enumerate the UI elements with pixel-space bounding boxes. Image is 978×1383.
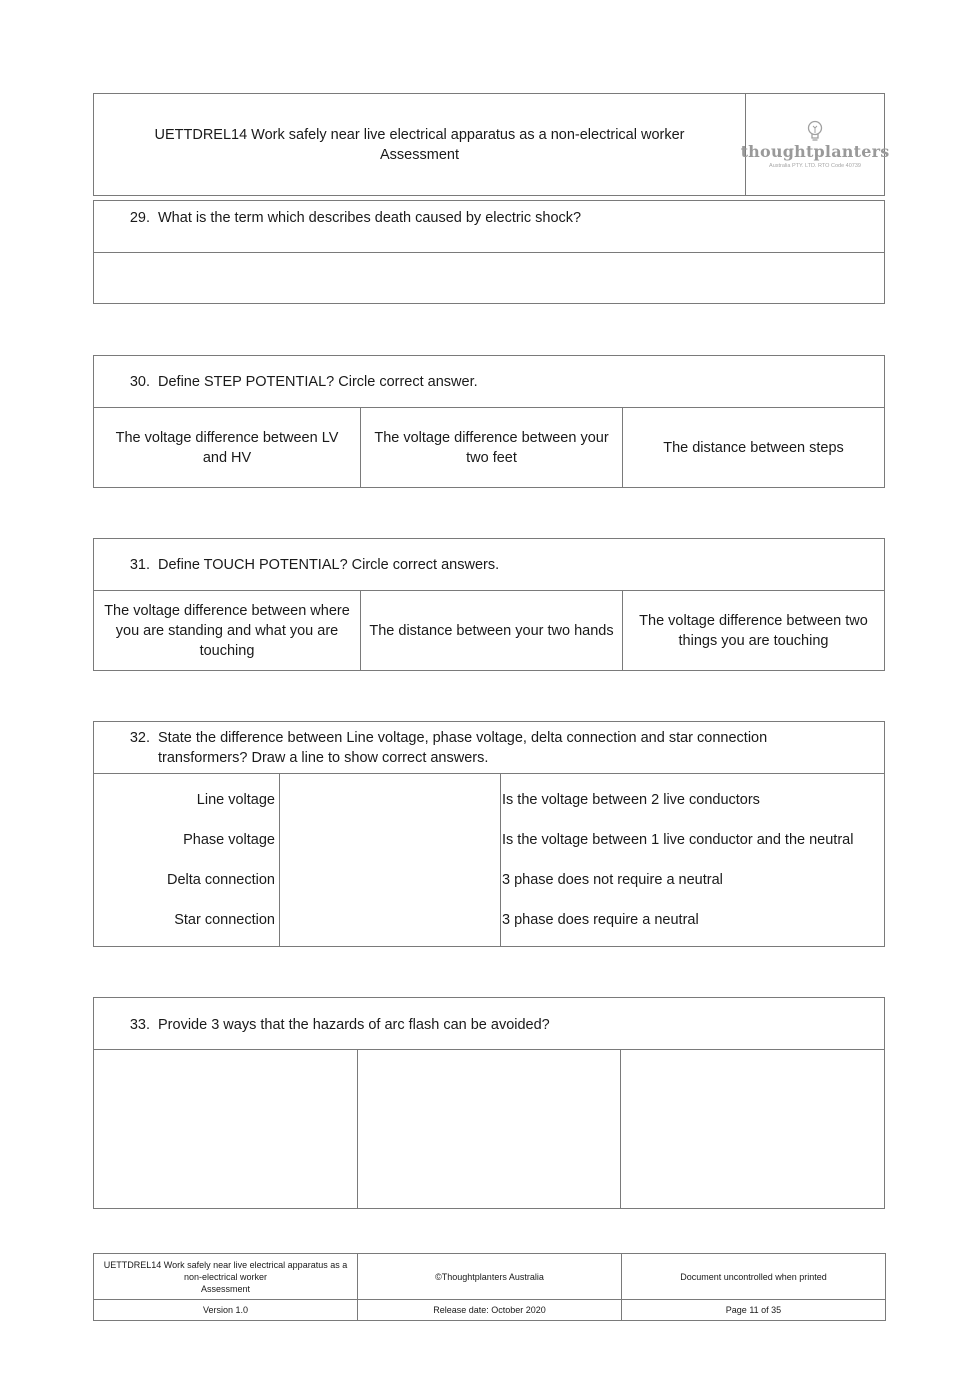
q32-right-item[interactable]: Is the voltage between 1 live conductor and the neutral <box>502 832 854 848</box>
q30-option-3[interactable]: The distance between steps <box>663 439 844 456</box>
q32-number: 32. <box>129 730 150 746</box>
footer-document-title: UETTDREL14 Work safely near live electrical apparatus as a non-electrical worker Assessment <box>103 1259 348 1294</box>
q31-option-1[interactable]: The voltage difference between where you are standing and what you are touching <box>104 602 350 659</box>
q32-right-item[interactable]: Is the voltage between 2 live conductors <box>502 792 760 808</box>
q31-text: Define TOUCH POTENTIAL? Circle correct answers. <box>158 557 500 573</box>
q29-text: What is the term which describes death caused by electric shock? <box>158 210 582 226</box>
thoughtplanters-logo <box>740 94 890 195</box>
q32-line-drawing-area[interactable] <box>280 774 500 946</box>
q29-question <box>120 208 581 228</box>
footer-copyright: ©Thoughtplanters Australia <box>435 1271 544 1282</box>
q32-left-item[interactable]: Line voltage <box>196 792 275 808</box>
q31-question <box>120 555 499 575</box>
q33-answer-3[interactable] <box>621 1050 884 1208</box>
document-title <box>94 94 745 195</box>
q32-left-item[interactable]: Delta connection <box>166 872 275 888</box>
q33-answer-1[interactable] <box>94 1050 357 1208</box>
q31-option-2[interactable]: The distance between your two hands <box>369 622 614 639</box>
lightbulb-icon <box>806 120 824 142</box>
footer-page-number: Page 11 of 35 <box>725 1305 782 1315</box>
q30-text: Define STEP POTENTIAL? Circle correct answer. <box>158 374 478 390</box>
q31-number: 31. <box>129 557 150 573</box>
title-line-1: UETTDREL14 Work safely near live electrical apparatus as a non-electrical worker <box>154 126 685 143</box>
q33-answer-2[interactable] <box>358 1050 620 1208</box>
q32-left-column <box>94 774 275 946</box>
q32-text-line-1: State the difference between Line voltage, phase voltage, delta connection and star connection <box>158 730 768 746</box>
footer-version: Version 1.0 <box>202 1305 249 1315</box>
q32-question <box>120 728 767 768</box>
q30-option-2[interactable]: The voltage difference between your two feet <box>374 429 609 466</box>
q31-option-3[interactable]: The voltage difference between two things you are touching <box>639 612 868 649</box>
q33-text: Provide 3 ways that the hazards of arc flash can be avoided? <box>158 1017 550 1033</box>
title-line-2: Assessment <box>380 146 459 163</box>
q30-number: 30. <box>129 374 150 390</box>
q32-left-item[interactable]: Star connection <box>174 912 275 928</box>
q30-option-1[interactable]: The voltage difference between LV and HV <box>115 429 339 466</box>
q32-right-item[interactable]: 3 phase does require a neutral <box>502 912 699 928</box>
q29-number: 29. <box>129 210 150 226</box>
logo-tagline: Australia PTY. LTD. RTO Code 40739 <box>769 163 861 169</box>
q32-left-item[interactable]: Phase voltage <box>183 832 275 848</box>
footer-release-date: Release date: October 2020 <box>433 1305 546 1315</box>
q32-col-divider-2 <box>500 773 501 947</box>
footer-uncontrolled: Document uncontrolled when printed <box>680 1271 827 1282</box>
q33-question <box>120 1015 550 1035</box>
q32-right-item[interactable]: 3 phase does not require a neutral <box>502 872 723 888</box>
logo-wordmark: thoughtplanters <box>740 142 890 161</box>
q32-text-line-2: transformers? Draw a line to show correct answers. <box>158 750 489 766</box>
q29-answer-area[interactable] <box>94 253 884 303</box>
q30-question <box>120 372 478 392</box>
q33-number: 33. <box>129 1017 150 1033</box>
